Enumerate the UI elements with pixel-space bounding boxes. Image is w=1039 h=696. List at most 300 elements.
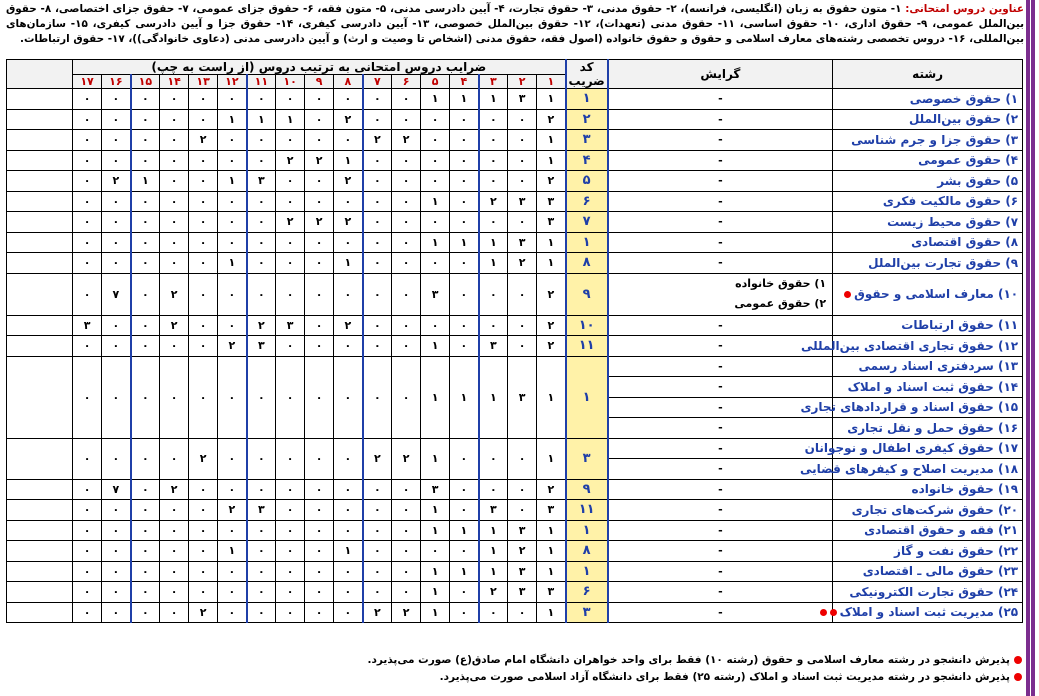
coef-cell: ۰ bbox=[479, 171, 508, 192]
coef-cell: ۰ bbox=[131, 109, 160, 130]
coef-cell: ۰ bbox=[189, 479, 218, 500]
field-name: ۱۴) حقوق ثبت اسناد و املاک bbox=[833, 377, 1023, 398]
coef-cell: ۰ bbox=[363, 253, 392, 274]
coef-cell: ۰ bbox=[189, 520, 218, 541]
course-number-13: ۱۳ bbox=[189, 75, 218, 89]
coef-cell: ۰ bbox=[131, 602, 160, 623]
coef-code: ۳ bbox=[566, 602, 608, 623]
coef-cell: ۰ bbox=[363, 89, 392, 110]
coef-cell: ۰ bbox=[102, 232, 131, 253]
coef-code: ۱۱ bbox=[566, 500, 608, 521]
coef-cell: ۰ bbox=[247, 253, 276, 274]
field-name: ۸) حقوق اقتصادی bbox=[833, 232, 1023, 253]
coef-cell: ۰ bbox=[218, 232, 247, 253]
coef-cell: ۰ bbox=[450, 191, 479, 212]
coef-cell: ۰ bbox=[421, 109, 450, 130]
coef-cell: ۰ bbox=[247, 356, 276, 438]
coef-cell: ۰ bbox=[479, 130, 508, 151]
trend: - bbox=[608, 89, 833, 110]
coef-cell: ۰ bbox=[218, 561, 247, 582]
spacer-cell bbox=[7, 273, 73, 315]
coef-cell: ۱ bbox=[421, 582, 450, 603]
spacer-cell bbox=[7, 356, 73, 438]
coef-cell: ۰ bbox=[479, 438, 508, 479]
coef-cell: ۲ bbox=[218, 336, 247, 357]
coef-cell: ۰ bbox=[160, 356, 189, 438]
coef-cell: ۰ bbox=[363, 273, 392, 315]
coef-cell: ۰ bbox=[131, 520, 160, 541]
coef-cell: ۳ bbox=[537, 582, 566, 603]
coef-cell: ۰ bbox=[276, 500, 305, 521]
coef-cell: ۰ bbox=[363, 171, 392, 192]
coef-cell: ۳ bbox=[479, 500, 508, 521]
coef-cell: ۲ bbox=[334, 109, 363, 130]
coef-cell: ۱ bbox=[334, 150, 363, 171]
coef-code: ۹ bbox=[566, 479, 608, 500]
coef-cell: ۰ bbox=[363, 191, 392, 212]
coef-cell: ۰ bbox=[247, 212, 276, 233]
coef-cell: ۰ bbox=[102, 253, 131, 274]
table-row bbox=[7, 479, 1023, 500]
coef-code: ۳ bbox=[566, 130, 608, 151]
coef-cell: ۰ bbox=[479, 315, 508, 336]
coef-cell: ۱ bbox=[421, 232, 450, 253]
course-number-12: ۱۲ bbox=[218, 75, 247, 89]
coef-cell: ۰ bbox=[508, 479, 537, 500]
coef-cell: ۰ bbox=[421, 150, 450, 171]
coef-cell: ۱ bbox=[537, 602, 566, 623]
coef-cell: ۰ bbox=[392, 561, 421, 582]
course-number-1: ۱ bbox=[537, 75, 566, 89]
coef-cell: ۳ bbox=[479, 336, 508, 357]
coef-cell: ۰ bbox=[334, 336, 363, 357]
field-name: ۱۵) حقوق اسناد و قراردادهای تجاری bbox=[833, 397, 1023, 418]
field-name: ۱۹) حقوق خانواده bbox=[833, 479, 1023, 500]
coef-cell: ۷ bbox=[102, 479, 131, 500]
coef-cell: ۱ bbox=[334, 541, 363, 562]
spacer-cell bbox=[7, 109, 73, 130]
coef-cell: ۰ bbox=[160, 541, 189, 562]
coef-cell: ۳ bbox=[508, 582, 537, 603]
coef-cell: ۱ bbox=[537, 232, 566, 253]
table-row bbox=[7, 520, 1023, 541]
coef-cell: ۰ bbox=[189, 500, 218, 521]
coef-code: ۷ bbox=[566, 212, 608, 233]
coef-cell: ۰ bbox=[73, 191, 102, 212]
coef-cell: ۰ bbox=[334, 273, 363, 315]
coef-cell: ۰ bbox=[102, 336, 131, 357]
coef-cell: ۰ bbox=[392, 520, 421, 541]
trend: - bbox=[608, 191, 833, 212]
table-row bbox=[7, 150, 1023, 171]
coef-cell: ۰ bbox=[334, 89, 363, 110]
coef-cell: ۱ bbox=[276, 109, 305, 130]
coef-cell: ۰ bbox=[189, 109, 218, 130]
coef-cell: ۲ bbox=[537, 109, 566, 130]
coef-cell: ۰ bbox=[189, 171, 218, 192]
coef-cell: ۰ bbox=[421, 253, 450, 274]
coef-code: ۱۱ bbox=[566, 336, 608, 357]
coef-cell: ۰ bbox=[218, 602, 247, 623]
coef-cell: ۰ bbox=[247, 602, 276, 623]
note-2: پذیرش دانشجو در رشته مدیریت ثبت اسناد و املاک (رشته ۲۵) فقط برای دانشگاه آزاد اسلامی صورت می‌پذیرد. bbox=[6, 669, 1022, 686]
trend: - bbox=[608, 171, 833, 192]
field-name: ۱) حقوق خصوصی bbox=[833, 89, 1023, 110]
field-name: ۳) حقوق جزا و جرم شناسی bbox=[833, 130, 1023, 151]
coef-cell: ۲ bbox=[363, 130, 392, 151]
coef-cell: ۱ bbox=[479, 232, 508, 253]
coef-cell: ۰ bbox=[421, 130, 450, 151]
coef-cell: ۰ bbox=[508, 273, 537, 315]
coef-cell: ۰ bbox=[305, 479, 334, 500]
course-number-3: ۳ bbox=[479, 75, 508, 89]
coef-cell: ۲ bbox=[479, 582, 508, 603]
table-row bbox=[7, 561, 1023, 582]
coef-cell: ۱ bbox=[131, 171, 160, 192]
coef-cell: ۰ bbox=[363, 150, 392, 171]
coef-cell: ۱ bbox=[247, 109, 276, 130]
coef-cell: ۰ bbox=[131, 582, 160, 603]
coef-cell: ۱ bbox=[421, 336, 450, 357]
spacer-cell bbox=[7, 89, 73, 110]
coef-code: ۱ bbox=[566, 89, 608, 110]
coef-cell: ۰ bbox=[218, 438, 247, 479]
coef-cell: ۰ bbox=[363, 541, 392, 562]
table-row bbox=[7, 541, 1023, 562]
coef-cell: ۰ bbox=[450, 438, 479, 479]
spacer-cell bbox=[7, 150, 73, 171]
field-name: ۹) حقوق تجارت بین‌الملل bbox=[833, 253, 1023, 274]
coef-cell: ۰ bbox=[131, 273, 160, 315]
coef-cell: ۱ bbox=[421, 602, 450, 623]
coef-cell: ۲ bbox=[276, 150, 305, 171]
coef-cell: ۰ bbox=[392, 336, 421, 357]
course-number-11: ۱۱ bbox=[247, 75, 276, 89]
trend: - bbox=[608, 253, 833, 274]
table-row bbox=[7, 438, 1023, 459]
coef-cell: ۰ bbox=[450, 150, 479, 171]
coef-cell: ۰ bbox=[450, 315, 479, 336]
coef-cell: ۰ bbox=[450, 541, 479, 562]
coef-cell: ۰ bbox=[160, 561, 189, 582]
field-name: ۱۰) معارف اسلامی و حقوق bbox=[833, 273, 1023, 315]
coef-cell: ۰ bbox=[305, 315, 334, 336]
coef-cell: ۱ bbox=[537, 150, 566, 171]
coef-cell: ۰ bbox=[189, 315, 218, 336]
table-row bbox=[7, 315, 1023, 336]
coef-cell: ۰ bbox=[450, 212, 479, 233]
coef-code: ۲ bbox=[566, 109, 608, 130]
coef-code: ۱ bbox=[566, 356, 608, 438]
coef-code: ۱ bbox=[566, 520, 608, 541]
table-row bbox=[7, 253, 1023, 274]
coef-cell: ۲ bbox=[189, 602, 218, 623]
course-number-15: ۱۵ bbox=[131, 75, 160, 89]
table-row bbox=[7, 191, 1023, 212]
coef-cell: ۰ bbox=[305, 541, 334, 562]
coef-cell: ۰ bbox=[102, 315, 131, 336]
coef-cell: ۰ bbox=[508, 171, 537, 192]
trend: - bbox=[608, 232, 833, 253]
coef-cell: ۲ bbox=[392, 130, 421, 151]
coef-cell: ۱ bbox=[537, 253, 566, 274]
trend: - bbox=[608, 500, 833, 521]
coef-cell: ۰ bbox=[160, 212, 189, 233]
coef-cell: ۰ bbox=[363, 520, 392, 541]
coef-cell: ۰ bbox=[102, 582, 131, 603]
coef-cell: ۰ bbox=[189, 336, 218, 357]
spacer-cell bbox=[7, 438, 73, 479]
coef-cell: ۰ bbox=[131, 212, 160, 233]
coef-cell: ۰ bbox=[131, 253, 160, 274]
coef-code: ۱۰ bbox=[566, 315, 608, 336]
coef-cell: ۳ bbox=[537, 212, 566, 233]
coef-cell: ۰ bbox=[276, 232, 305, 253]
coef-cell: ۱ bbox=[421, 561, 450, 582]
coef-cell: ۱ bbox=[450, 232, 479, 253]
coef-cell: ۱ bbox=[450, 561, 479, 582]
coef-cell: ۰ bbox=[334, 500, 363, 521]
coef-cell: ۰ bbox=[334, 561, 363, 582]
coef-cell: ۰ bbox=[305, 438, 334, 479]
coef-cell: ۰ bbox=[73, 150, 102, 171]
spacer-cell bbox=[7, 602, 73, 623]
coef-cell: ۰ bbox=[450, 253, 479, 274]
coef-cell: ۰ bbox=[363, 109, 392, 130]
coef-cell: ۰ bbox=[363, 479, 392, 500]
coef-cell: ۰ bbox=[73, 109, 102, 130]
red-dot-icon bbox=[1014, 673, 1022, 681]
coef-cell: ۰ bbox=[508, 438, 537, 479]
red-dot-icon bbox=[1014, 656, 1022, 664]
coef-cell: ۰ bbox=[247, 89, 276, 110]
trend: - bbox=[608, 130, 833, 151]
coef-cell: ۳ bbox=[508, 561, 537, 582]
left-border bbox=[1026, 0, 1030, 696]
coef-cell: ۱ bbox=[537, 130, 566, 151]
trend: - bbox=[608, 109, 833, 130]
col-trend-header: گرایش bbox=[608, 60, 833, 89]
coef-cell: ۰ bbox=[102, 541, 131, 562]
spacer-cell bbox=[7, 232, 73, 253]
coef-cell: ۰ bbox=[218, 212, 247, 233]
coef-cell: ۰ bbox=[450, 336, 479, 357]
coef-cell: ۰ bbox=[102, 561, 131, 582]
trend: - bbox=[608, 315, 833, 336]
coef-cell: ۲ bbox=[189, 130, 218, 151]
coef-cell: ۰ bbox=[392, 109, 421, 130]
coef-cell: ۰ bbox=[102, 212, 131, 233]
coef-cell: ۰ bbox=[189, 561, 218, 582]
coef-cell: ۱ bbox=[479, 89, 508, 110]
coef-cell: ۳ bbox=[276, 315, 305, 336]
coef-cell: ۰ bbox=[189, 541, 218, 562]
trend: - bbox=[608, 479, 833, 500]
coef-cell: ۱ bbox=[479, 356, 508, 438]
coef-cell: ۰ bbox=[102, 191, 131, 212]
coef-cell: ۰ bbox=[247, 479, 276, 500]
coef-cell: ۰ bbox=[73, 212, 102, 233]
course-number-7: ۷ bbox=[363, 75, 392, 89]
coef-cell: ۱ bbox=[421, 89, 450, 110]
field-name: ۱۳) سردفتری اسناد رسمی bbox=[833, 356, 1023, 377]
coef-cell: ۰ bbox=[508, 315, 537, 336]
coef-cell: ۰ bbox=[73, 479, 102, 500]
coef-cell: ۰ bbox=[73, 130, 102, 151]
coef-cell: ۳ bbox=[508, 232, 537, 253]
coef-cell: ۳ bbox=[73, 315, 102, 336]
coef-cell: ۰ bbox=[73, 582, 102, 603]
coef-cell: ۰ bbox=[160, 438, 189, 479]
coef-cell: ۰ bbox=[450, 500, 479, 521]
coef-cell: ۰ bbox=[392, 315, 421, 336]
course-number-10: ۱۰ bbox=[276, 75, 305, 89]
coef-cell: ۰ bbox=[450, 479, 479, 500]
coef-cell: ۳ bbox=[537, 500, 566, 521]
coef-cell: ۰ bbox=[305, 582, 334, 603]
coef-cell: ۲ bbox=[305, 150, 334, 171]
trend: - bbox=[608, 150, 833, 171]
coefficients-table bbox=[6, 59, 1023, 623]
spacer-cell bbox=[7, 130, 73, 151]
coef-cell: ۲ bbox=[160, 273, 189, 315]
coef-cell: ۰ bbox=[363, 582, 392, 603]
field-name: ۱۶) حقوق حمل و نقل تجاری bbox=[833, 418, 1023, 439]
table-row bbox=[7, 109, 1023, 130]
coef-cell: ۲ bbox=[218, 500, 247, 521]
coef-cell: ۰ bbox=[305, 171, 334, 192]
coef-cell: ۳ bbox=[508, 191, 537, 212]
coef-cell: ۰ bbox=[218, 89, 247, 110]
coef-cell: ۰ bbox=[102, 150, 131, 171]
coef-cell: ۲ bbox=[160, 315, 189, 336]
coef-cell: ۰ bbox=[508, 150, 537, 171]
coef-cell: ۰ bbox=[131, 232, 160, 253]
coef-cell: ۰ bbox=[73, 520, 102, 541]
coef-cell: ۰ bbox=[276, 438, 305, 479]
coef-cell: ۱ bbox=[479, 520, 508, 541]
coef-cell: ۲ bbox=[363, 602, 392, 623]
coef-cell: ۰ bbox=[189, 273, 218, 315]
coef-cell: ۰ bbox=[131, 336, 160, 357]
coef-cell: ۱ bbox=[537, 541, 566, 562]
coef-cell: ۰ bbox=[160, 520, 189, 541]
col-code-header: کد ضریب bbox=[566, 60, 608, 89]
course-number-2: ۲ bbox=[508, 75, 537, 89]
coef-cell: ۰ bbox=[102, 89, 131, 110]
coef-cell: ۰ bbox=[73, 336, 102, 357]
trend: - bbox=[608, 561, 833, 582]
coef-cell: ۲ bbox=[392, 602, 421, 623]
coef-cell: ۰ bbox=[73, 541, 102, 562]
spacer-cell bbox=[7, 541, 73, 562]
coef-cell: ۰ bbox=[305, 356, 334, 438]
table-row bbox=[7, 232, 1023, 253]
coef-cell: ۰ bbox=[392, 191, 421, 212]
coef-cell: ۰ bbox=[363, 356, 392, 438]
coef-cell: ۰ bbox=[334, 602, 363, 623]
right-border bbox=[1031, 0, 1035, 696]
trend: - bbox=[608, 212, 833, 233]
coef-cell: ۱ bbox=[334, 253, 363, 274]
coef-cell: ۲ bbox=[247, 315, 276, 336]
coef-cell: ۰ bbox=[247, 130, 276, 151]
coef-cell: ۰ bbox=[450, 109, 479, 130]
coef-cell: ۰ bbox=[276, 520, 305, 541]
coef-cell: ۱ bbox=[421, 438, 450, 479]
coef-cell: ۲ bbox=[363, 438, 392, 479]
coef-cell: ۰ bbox=[247, 232, 276, 253]
coef-cell: ۱ bbox=[479, 253, 508, 274]
field-name: ۲) حقوق بین‌الملل bbox=[833, 109, 1023, 130]
coef-cell: ۰ bbox=[276, 582, 305, 603]
coef-cell: ۰ bbox=[189, 191, 218, 212]
notes bbox=[6, 652, 1022, 686]
coef-cell: ۲ bbox=[305, 212, 334, 233]
coef-cell: ۰ bbox=[73, 500, 102, 521]
coef-cell: ۰ bbox=[421, 541, 450, 562]
coef-cell: ۰ bbox=[334, 520, 363, 541]
coef-cell: ۰ bbox=[218, 315, 247, 336]
coef-cell: ۰ bbox=[160, 191, 189, 212]
coef-cell: ۰ bbox=[218, 582, 247, 603]
coef-cell: ۲ bbox=[189, 438, 218, 479]
trend: - bbox=[608, 520, 833, 541]
coef-cell: ۰ bbox=[305, 602, 334, 623]
coef-cell: ۳ bbox=[421, 273, 450, 315]
coef-cell: ۰ bbox=[508, 109, 537, 130]
coef-cell: ۱ bbox=[537, 520, 566, 541]
coef-cell: ۰ bbox=[276, 253, 305, 274]
coef-cell: ۰ bbox=[392, 89, 421, 110]
coef-cell: ۰ bbox=[189, 212, 218, 233]
note-1: پذیرش دانشجو در رشته معارف اسلامی و حقوق (رشته ۱۰) فقط برای واحد خواهران دانشگاه امام صادق(ع) صورت می‌پذیرد. bbox=[6, 652, 1022, 669]
coef-cell: ۰ bbox=[131, 89, 160, 110]
coef-cell: ۱ bbox=[537, 356, 566, 438]
coef-cell: ۰ bbox=[450, 582, 479, 603]
course-number-16: ۱۶ bbox=[102, 75, 131, 89]
coef-cell: ۰ bbox=[73, 602, 102, 623]
coef-cell: ۰ bbox=[363, 232, 392, 253]
coef-cell: ۰ bbox=[276, 561, 305, 582]
table-row bbox=[7, 336, 1023, 357]
table-row bbox=[7, 602, 1023, 623]
coef-cell: ۰ bbox=[392, 253, 421, 274]
coef-cell: ۳ bbox=[537, 191, 566, 212]
trend: - bbox=[608, 459, 833, 480]
coef-cell: ۰ bbox=[102, 130, 131, 151]
coef-cell: ۱ bbox=[479, 561, 508, 582]
course-number-5: ۵ bbox=[421, 75, 450, 89]
coef-cell: ۰ bbox=[102, 500, 131, 521]
coef-cell: ۰ bbox=[131, 130, 160, 151]
coef-cell: ۳ bbox=[247, 171, 276, 192]
field-name: ۴) حقوق عمومی bbox=[833, 150, 1023, 171]
coef-cell: ۰ bbox=[131, 356, 160, 438]
coef-cell: ۰ bbox=[305, 130, 334, 151]
coef-cell: ۰ bbox=[131, 191, 160, 212]
course-number-6: ۶ bbox=[392, 75, 421, 89]
coef-cell: ۰ bbox=[334, 479, 363, 500]
coef-cell: ۰ bbox=[508, 336, 537, 357]
field-name: ۲۱) فقه و حقوق اقتصادی bbox=[833, 520, 1023, 541]
coef-cell: ۰ bbox=[247, 561, 276, 582]
coef-cell: ۲ bbox=[508, 541, 537, 562]
coef-cell: ۰ bbox=[73, 561, 102, 582]
spacer-cell bbox=[7, 561, 73, 582]
coef-cell: ۰ bbox=[73, 89, 102, 110]
coef-cell: ۰ bbox=[218, 130, 247, 151]
